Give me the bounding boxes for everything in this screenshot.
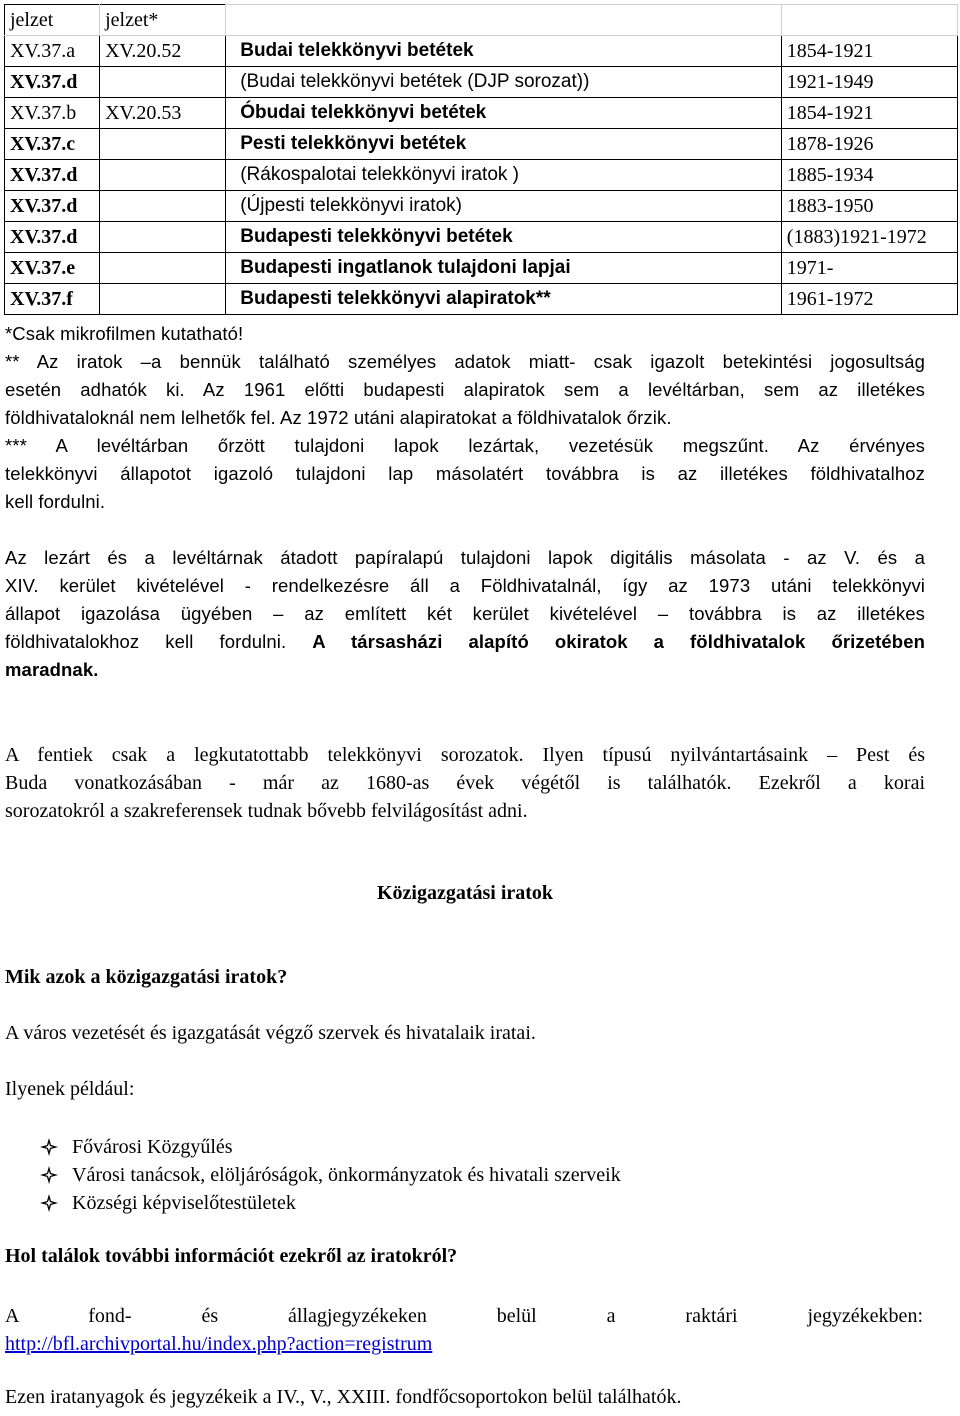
cell-title: Budapesti telekkönyvi alapiratok** [226, 284, 782, 315]
answer-where [5, 1302, 923, 1358]
header-cell-empty [226, 5, 782, 36]
header-cell-empty [781, 5, 957, 36]
cell-jelzet: XV.37.e [5, 253, 100, 284]
cell-title: (Újpesti telekkönyvi iratok) [226, 191, 782, 222]
cell-jelzet-star: XV.20.53 [100, 98, 226, 129]
header-cell-jelzet-star: jelzet* [100, 5, 226, 36]
cell-title: Budai telekkönyvi betétek [226, 36, 782, 67]
table-row [5, 284, 958, 315]
section-title: Közigazgatási iratok [376, 882, 554, 904]
cell-jelzet: XV.37.d [5, 160, 100, 191]
note-line: földhivataloknál nem lelhetők fel. Az 1972 utáni alapiratokat a földhivatalok őrzik. [5, 407, 672, 428]
cell-jelzet: XV.37.b [5, 98, 100, 129]
cell-years: 1885-1934 [781, 160, 957, 191]
cell-years: 1883-1950 [781, 191, 957, 222]
list-item [40, 1133, 621, 1161]
table-row [5, 98, 958, 129]
note-bold-end: maradnak. [5, 659, 99, 680]
list-item [40, 1161, 621, 1189]
answer-what: A város vezetését és igazgatását végző szervek és hivatalaik iratai. [5, 1022, 536, 1044]
table-row [5, 222, 958, 253]
cell-jelzet-star [100, 253, 226, 284]
list-item-text: Fővárosi Közgyűlés [72, 1136, 233, 1158]
note-microfilm: *Csak mikrofilmen kutatható! [5, 323, 244, 344]
table-row [5, 36, 958, 67]
table-row [5, 191, 958, 222]
cell-jelzet-star [100, 222, 226, 253]
table-row [5, 129, 958, 160]
diamond-bullet-icon [40, 1194, 58, 1212]
cell-jelzet-star [100, 284, 226, 315]
cell-jelzet: XV.37.d [5, 222, 100, 253]
cell-title: Budapesti ingatlanok tulajdoni lapjai [226, 253, 782, 284]
header-cell-jelzet: jelzet [5, 5, 100, 36]
table-row [5, 67, 958, 98]
cell-title: (Rákospalotai telekkönyvi iratok ) [226, 160, 782, 191]
register-table [4, 4, 958, 315]
list-item-text: Községi képviselőtestületek [72, 1192, 296, 1214]
question-what: Mik azok a közigazgatási iratok? [5, 966, 288, 988]
paragraph-line: Buda vonatkozásában - már az 1680-as évek végétől is találhatók. Ezekről a korai [5, 772, 925, 794]
cell-jelzet: XV.37.d [5, 191, 100, 222]
list-item [40, 1189, 621, 1217]
cell-jelzet: XV.37.f [5, 284, 100, 315]
final-note: Ezen iratanyagok és jegyzékeik a IV., V., XXIII. fondfőcsoportokon belül találhatók. [5, 1386, 682, 1408]
examples-label: Ilyenek például: [5, 1078, 135, 1100]
answer-where-text: A fond- és állagjegyzékeken belül a raktári jegyzékekben: [5, 1305, 923, 1327]
note-line: *** A levéltárban őrzött tulajdoni lapok lezártak, vezetésük megszűnt. Az érvényes [5, 435, 925, 456]
table-row [5, 160, 958, 191]
table-row [5, 253, 958, 284]
spacer [5, 516, 925, 544]
notes-block [5, 320, 925, 684]
cell-jelzet-star [100, 67, 226, 98]
note-line: telekkönyvi állapotot igazoló tulajdoni lap másolatért továbbra is az illetékes földhivatalhoz [5, 463, 925, 484]
cell-years: 1971- [781, 253, 957, 284]
summary-paragraph [5, 741, 925, 825]
cell-years: 1854-1921 [781, 36, 957, 67]
diamond-bullet-icon [40, 1138, 58, 1156]
registrum-link[interactable]: http://bfl.archivportal.hu/index.php?action=registrum [5, 1333, 433, 1355]
examples-list [40, 1133, 621, 1217]
note-line: ** Az iratok –a bennük található személyes adatok miatt- csak igazolt betekintési jogosultság [5, 351, 925, 372]
cell-jelzet: XV.37.a [5, 36, 100, 67]
note-bold: A társasházi alapító okiratok a földhivatalok őrizetében [312, 631, 925, 652]
cell-years: 1961-1972 [781, 284, 957, 315]
note-line: XIV. kerület kivételével - rendelkezésre áll a Földhivatalnál, így az 1973 utáni telekkönyvi [5, 575, 925, 596]
note-line: esetén adhatók ki. Az 1961 előtti budapesti alapiratok sem a levéltárban, sem az illetékes [5, 379, 925, 400]
cell-jelzet-star [100, 129, 226, 160]
cell-years: (1883)1921-1972 [781, 222, 957, 253]
cell-title: Pesti telekkönyvi betétek [226, 129, 782, 160]
cell-jelzet-star [100, 191, 226, 222]
list-item-text: Városi tanácsok, elöljáróságok, önkormányzatok és hivatali szerveik [72, 1164, 621, 1186]
cell-years: 1854-1921 [781, 98, 957, 129]
note-line: kell fordulni. [5, 491, 106, 512]
note-line: állapot igazolása ügyében – az említett két kerület kivételével – továbbra is az illetékes [5, 603, 925, 624]
diamond-bullet-icon [40, 1166, 58, 1184]
note-line: Az lezárt és a levéltárnak átadott papíralapú tulajdoni lapok digitális másolata - az V. és a [5, 547, 925, 568]
cell-title: Óbudai telekkönyvi betétek [226, 98, 782, 129]
cell-jelzet-star [100, 160, 226, 191]
cell-title: (Budai telekkönyvi betétek (DJP sorozat)) [226, 67, 782, 98]
note-text: földhivatalokhoz kell fordulni. [5, 631, 287, 652]
table-header-row [5, 5, 958, 36]
paragraph-line: A fentiek csak a legkutatottabb telekkönyvi sorozatok. Ilyen típusú nyilvántartásaink – Pest és [5, 744, 925, 766]
cell-jelzet: XV.37.d [5, 67, 100, 98]
cell-jelzet-star: XV.20.52 [100, 36, 226, 67]
cell-years: 1921-1949 [781, 67, 957, 98]
question-where: Hol találok további információt ezekről az iratokról? [5, 1245, 458, 1267]
paragraph-line: sorozatokról a szakreferensek tudnak bővebb felvilágosítást adni. [5, 800, 528, 822]
cell-years: 1878-1926 [781, 129, 957, 160]
cell-jelzet: XV.37.c [5, 129, 100, 160]
note-line-mixed [5, 628, 925, 656]
cell-title: Budapesti telekkönyvi betétek [226, 222, 782, 253]
